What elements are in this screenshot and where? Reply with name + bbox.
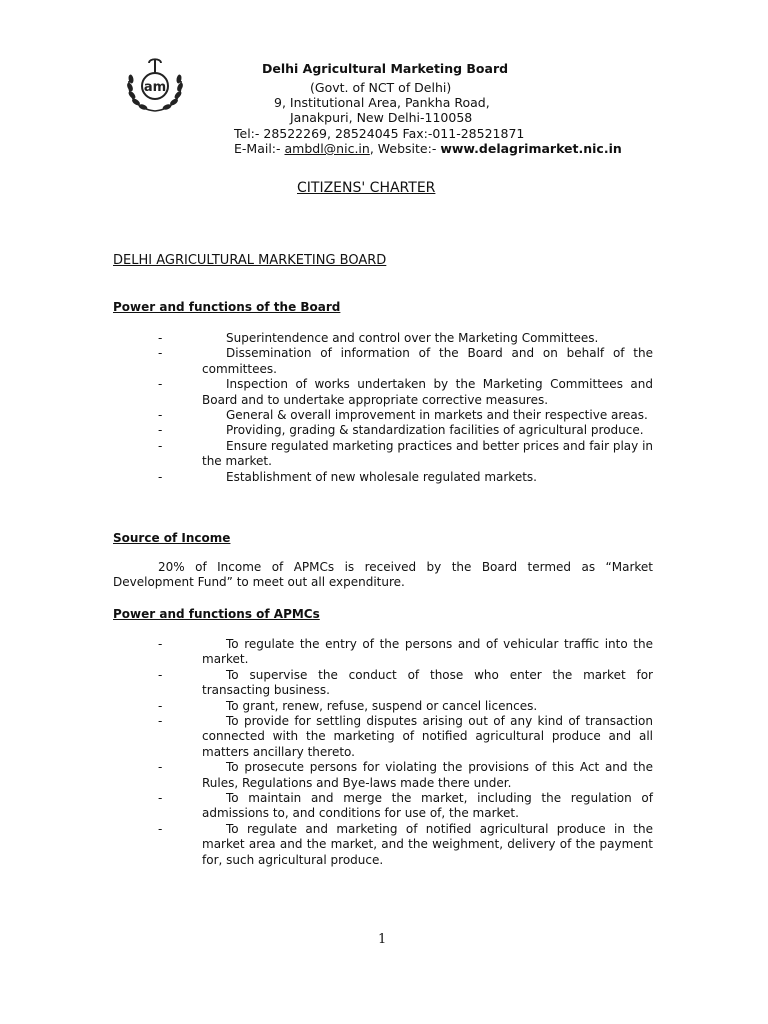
bullet-dash: - — [158, 377, 163, 392]
email-label: E-Mail:- — [234, 141, 285, 156]
letterhead-govt: (Govt. of NCT of Delhi) — [310, 80, 452, 95]
list-item: - Inspection of works undertaken by the Marketing Committees and Board and to undertake appropriate corrective measures. — [158, 377, 653, 407]
bullet-dash: - — [158, 637, 163, 651]
bullet-dash: - — [158, 408, 163, 423]
bullet-dash: - — [158, 423, 163, 438]
list-item: - General & overall improvement in markets and their respective areas. — [158, 408, 648, 423]
letterhead-address-line2: Janakpuri, New Delhi-110058 — [290, 110, 473, 125]
website-label: , Website:- — [369, 141, 441, 156]
board-functions-heading: Power and functions of the Board — [113, 300, 341, 314]
board-heading: DELHI AGRICULTURAL MARKETING BOARD — [113, 253, 387, 268]
letterhead-contact-line — [234, 141, 622, 156]
list-item: - To prosecute persons for violating the provisions of this Act and the Rules, Regulations and Bye-laws made there under. — [158, 760, 653, 790]
letterhead-address-line1: 9, Institutional Area, Pankha Road, — [274, 95, 490, 110]
bullet-dash: - — [158, 438, 163, 453]
list-item: - Superintendence and control over the Marketing Committees. — [158, 331, 599, 345]
apmc-functions-heading: Power and functions of APMCs — [113, 607, 320, 621]
bullet-dash: - — [158, 714, 163, 729]
list-item: - Establishment of new wholesale regulated markets. — [158, 469, 537, 484]
source-of-income-heading: Source of Income — [113, 531, 231, 545]
list-item: - To maintain and merge the market, including the regulation of admissions to, and conditions for use of, the market. — [158, 791, 653, 821]
logo-letters: am — [143, 80, 167, 95]
list-item: - Dissemination of information of the Board and on behalf of the committees. — [158, 346, 653, 376]
source-of-income-text: 20% of Income of APMCs is received by the Board termed as “Market Development Fund” to meet out all expenditure. — [113, 560, 653, 590]
list-item: - To supervise the conduct of those who enter the market for transacting business. — [158, 667, 653, 698]
bullet-dash: - — [158, 331, 163, 345]
bullet-dash: - — [158, 346, 163, 361]
list-item: - To grant, renew, refuse, suspend or cancel licences. — [158, 698, 538, 713]
list-item: - To provide for settling disputes arising out of any kind of transaction connected with the marketing of notified agricultural produce and all matters ancillary thereto. — [158, 714, 653, 759]
page-number: 1 — [378, 932, 387, 947]
bullet-dash: - — [158, 667, 163, 682]
bullet-dash: - — [158, 760, 163, 775]
list-item: - Providing, grading & standardization facilities of agricultural produce. — [158, 423, 644, 438]
list-item: - To regulate the entry of the persons and of vehicular traffic into the market. — [158, 637, 653, 667]
bullet-dash: - — [158, 469, 163, 484]
dam-emblem-icon — [123, 55, 187, 115]
bullet-dash: - — [158, 821, 163, 836]
bullet-dash: - — [158, 698, 163, 713]
website-link[interactable]: www.delagrimarket.nic.in — [440, 141, 622, 156]
board-functions-list — [158, 331, 653, 485]
letterhead-title: Delhi Agricultural Marketing Board — [262, 61, 509, 76]
citizens-charter-title: CITIZENS' CHARTER — [297, 180, 436, 196]
bullet-dash: - — [158, 791, 163, 806]
apmc-functions-list — [158, 637, 653, 868]
list-item: - Ensure regulated marketing practices and better prices and fair play in the market. — [158, 438, 654, 469]
email-link[interactable]: ambdl@nic.in — [284, 141, 370, 156]
letterhead-phone-fax: Tel:- 28522269, 28524045 Fax:-011-28521871 — [234, 126, 525, 141]
list-item: - To regulate and marketing of notified agricultural produce in the market area and the market, and the weighment, delivery of the payment for, such agricultural produce. — [158, 821, 653, 867]
